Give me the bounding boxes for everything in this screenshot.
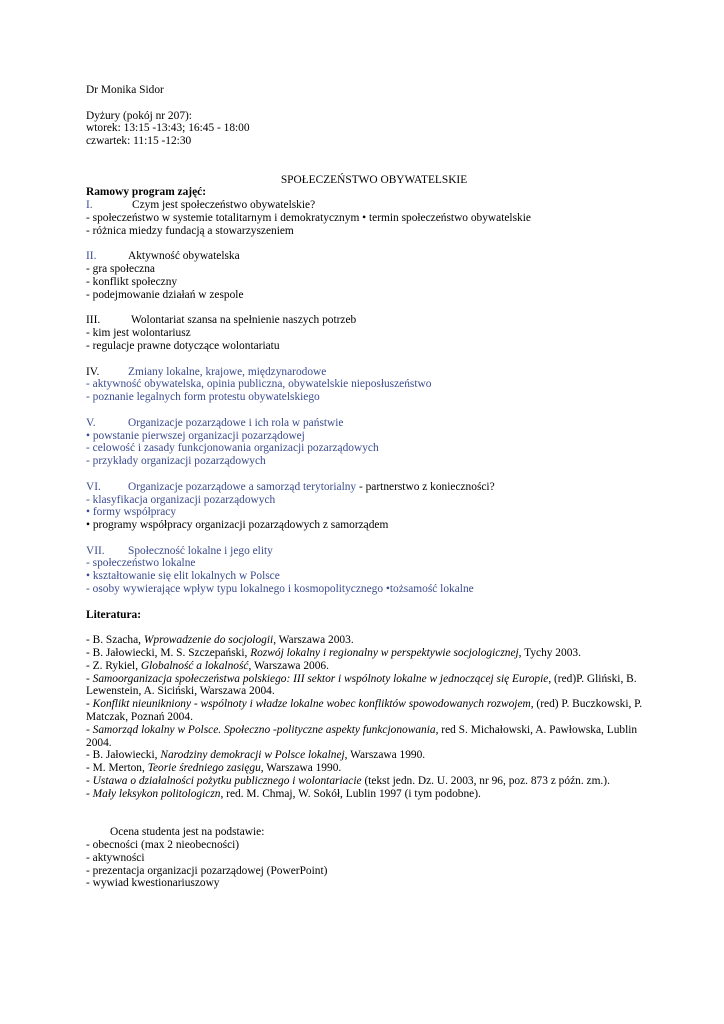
literature-item: - B. Szacha, Wprowadzenie do socjologii, Warszawa 2003. [86,634,354,647]
document-body [86,84,646,890]
list-item: - aktywność obywatelska, opinia publiczna, obywatelskie nieposłuszeństwo [86,378,432,391]
literature-item: - Konflikt nieunikniony - wspólnoty i władze lokalne wobec konfliktów spowodowanych rozwojem, (red) P. Buczkowski, P. Matczak, Poznań 2004. [86,698,643,724]
assessment-intro: Ocena studenta jest na podstawie: [110,826,265,839]
lecturer-name: Dr Monika Sidor [86,84,164,96]
literature-heading: Literatura: [86,608,142,621]
section-number: III. [86,314,101,327]
list-item: - poznanie legalnych form protestu obywatelskiego [86,391,320,404]
section-title: Organizacje pozarządowe i ich rola w państwie [128,416,344,429]
section-title: Wolontariat szansa na spełnienie naszych potrzeb [131,314,357,327]
section-title: Zmiany lokalne, krajowe, międzynarodowe [128,365,327,378]
duty-hours-title: Dyżury (pokój nr 207): [86,109,192,122]
literature-item: - Samoorganizacja społeczeństwa polskiego: III sektor i wspólnoty lokalne w jednoczącej się Europie, (red)P. Gliński, B. Lewenstein, A. Siciński, Warszawa 2004. [86,672,637,698]
literature-item: - M. Merton, Teorie średniego zasięgu, Warszawa 1990. [86,762,342,775]
assessment-item: - prezentacja organizacji pozarządowej (PowerPoint) [86,864,328,877]
list-item: - regulacje prawne dotyczące wolontariatu [86,339,280,352]
section-number: II. [86,250,97,263]
section-title-suffix: - partnerstwo z konieczności? [356,480,495,493]
section-number: I. [86,199,93,212]
duty-hours-tuesday: wtorek: 13:15 -13:43; 16:45 - 18:00 [86,122,250,135]
list-item: • kształtowanie się elit lokalnych w Polsce [86,570,280,583]
list-item: - przykłady organizacji pozarządowych [86,455,266,468]
assessment-item: - aktywności [86,851,145,864]
list-item: - różnica miedzy fundacją a stowarzyszeniem [86,224,294,237]
list-item: - społeczeństwo lokalne [86,557,196,570]
course-title: SPOŁECZEŃSTWO OBYWATELSKIE [280,173,468,186]
section-number: VII. [86,544,105,557]
list-item: - celowość i zasady funkcjonowania organizacji pozarządowych [86,442,379,455]
assessment-item: - wywiad kwestionariuszowy [86,877,220,890]
list-item: • powstanie pierwszej organizacji pozarządowej [86,429,305,442]
list-item: - społeczeństwo w systemie totalitarnym i demokratycznym • termin społeczeństwo obywatelskie [86,211,531,224]
literature-item: - Ustawa o działalności pożytku publicznego i wolontariacie (tekst jedn. Dz. U. 2003, nr 96, poz. 873 z późn. zm.). [86,775,610,788]
literature-item: - Z. Rykiel, Globalność a lokalność, Warszawa 2006. [86,659,329,672]
section-number: V. [86,416,96,429]
section-4-title [86,366,646,379]
section-title: Czym jest społeczeństwo obywatelskie? [132,199,316,212]
literature-item: - Samorząd lokalny w Polsce. Społeczno -polityczne aspekty funkcjonowania, red S. Michałowski, A. Pawłowska, Lublin 2004. [86,723,638,749]
literature-item: - Mały leksykon politologiczn, red. M. Chmaj, W. Sokół, Lublin 1997 (i tym podobne). [86,787,481,800]
list-item: - klasyfikacja organizacji pozarządowych [86,493,276,506]
section-title: Aktywność obywatelska [128,250,240,263]
section-number: VI. [86,480,101,493]
section-number: IV. [86,365,100,378]
section-1-title [86,199,646,212]
section-title: Organizacje pozarządowe a samorząd terytorialny [128,480,357,493]
literature-item: - B. Jałowiecki, Narodziny demokracji w Polsce lokalnej, Warszawa 1990. [86,749,426,762]
section-3-title [86,314,646,327]
list-item: • formy współpracy [86,506,177,519]
assessment-item: - obecności (max 2 nieobecności) [86,839,240,852]
section-title: Społeczność lokalne i jego elity [128,544,273,557]
list-item: • programy współpracy organizacji pozarządowych z samorządem [86,519,389,532]
list-item: - osoby wywierające wpływ typu lokalnego i kosmopolitycznego •tożsamość lokalne [86,583,474,596]
list-item: - kim jest wolontariusz [86,327,191,340]
section-6-title [86,481,646,494]
list-item: - podejmowanie działań w zespole [86,288,244,301]
section-7-title [86,545,646,558]
section-5-title [86,417,646,430]
list-item: - konflikt społeczny [86,275,178,288]
section-2-title [86,250,646,263]
duty-hours-thursday: czwartek: 11:15 -12:30 [86,135,192,148]
literature-item: - B. Jałowiecki, M. S. Szczepański, Rozwój lokalny i regionalny w perspektywie socjologicznej, Tychy 2003. [86,647,581,660]
list-item: - gra społeczna [86,263,155,276]
program-heading: Ramowy program zajęć: [86,186,206,199]
